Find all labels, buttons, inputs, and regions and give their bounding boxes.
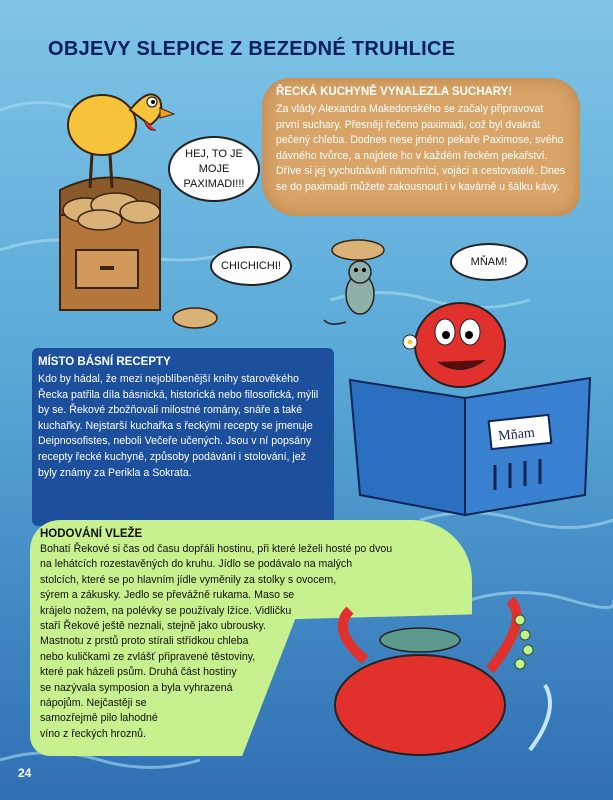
green-box-line: krájelo nožem, na polévky se používaly lžíce. Vidličku [40, 604, 292, 617]
speech-bubble-hen [168, 136, 260, 202]
green-box-line: na lehátcích rozestavěných do kruhu. Jídlo se podávalo na malých [40, 558, 353, 571]
speech-text-hen: HEJ, TO JE MOJE PAXIMADI!!! [183, 147, 245, 190]
green-box-line: Bohatí Řekové si čas od času dopřáli hostinu, při které leželi hosté po dvou [40, 543, 393, 555]
sand-box-heading: ŘECKÁ KUCHYNĚ VYNALEZLA SUCHARY! [276, 86, 513, 98]
page-number: 24 [18, 766, 32, 780]
green-box-line: víno z řeckých hroznů. [40, 727, 146, 740]
sand-info-box [262, 78, 580, 216]
green-box-line: nápojům. Nejčastěji se [40, 697, 147, 710]
book-label: Mňam [497, 425, 536, 445]
speech-text-mouse: CHICHICHI! [221, 260, 281, 272]
green-box-line: sýrem a zákusky. Jedlo se převážně rukama. Maso se [40, 589, 295, 602]
green-info-box [40, 528, 480, 742]
page-title: OBJEVY SLEPICE Z BEZEDNÉ TRUHLICE [48, 38, 456, 60]
monster-book-illustration [340, 290, 600, 520]
speech-bubble-monster [450, 243, 528, 281]
green-box-line: Mastnotu z prstů proto stírali střídkou chleba [40, 635, 249, 648]
speech-text-monster: MŇAM! [470, 256, 508, 268]
green-box-heading: HODOVÁNÍ VLEŽE [40, 528, 143, 540]
green-box-line: nebo kuličkami ze zvlášť připravené těstoviny, [40, 650, 256, 663]
green-box-line: které pak házeli psům. Druhá část hostiny [40, 666, 237, 679]
sand-box-text: Za vlády Alexandra Makedonského se začaly připravovat první suchary. Přesněji řečeno paximadi, což byl dvakrát pečený chleba. Dodnes nese jméno pekaře Paximose, svého dávného tvůrce, a najdete ho v každém řeckém pekařství. Dříve si jej vychutnávali námořníci, vojáci a cestovatelé. Dnes se do paximadi můžete zakousnout i v kavárně u šálku kávy. [276, 103, 566, 193]
green-box-line: samozřejmě pilo lahodné [40, 712, 158, 725]
green-box-line: stolcích, které se po hlavním jídle vyměnily za stolky s ovocem, [40, 573, 337, 586]
blue-box-text: Kdo by hádal, že mezi nejoblíbenější knihy starověkého Řecka patřila díla básnická, historická nebo filosofická, mýlil by se. Řekové zbožňovali milostné romány, snáře a také kuchařky. Nejstarší kuchařka s řeckými recepty se jmenuje Deipnosofistes, neboli Večeře učených. Jsou v ní popsány recepty řecké kuchyně, způsoby podávání i stolování, jež byly známy za Perikla a Sokrata. [38, 373, 319, 479]
hen-chest-illustration [40, 70, 180, 330]
green-box-line: staří Řekové ještě neznali, stejně jako ubrousky. [40, 620, 266, 633]
blue-box-heading: MÍSTO BÁSNÍ RECEPTY [38, 356, 171, 368]
blue-info-box [32, 348, 334, 526]
paximadi-bread-illustration [170, 305, 220, 331]
speech-bubble-mouse [210, 246, 292, 286]
green-box-line: se nazývala symposion a byla vyhrazená [40, 681, 233, 694]
